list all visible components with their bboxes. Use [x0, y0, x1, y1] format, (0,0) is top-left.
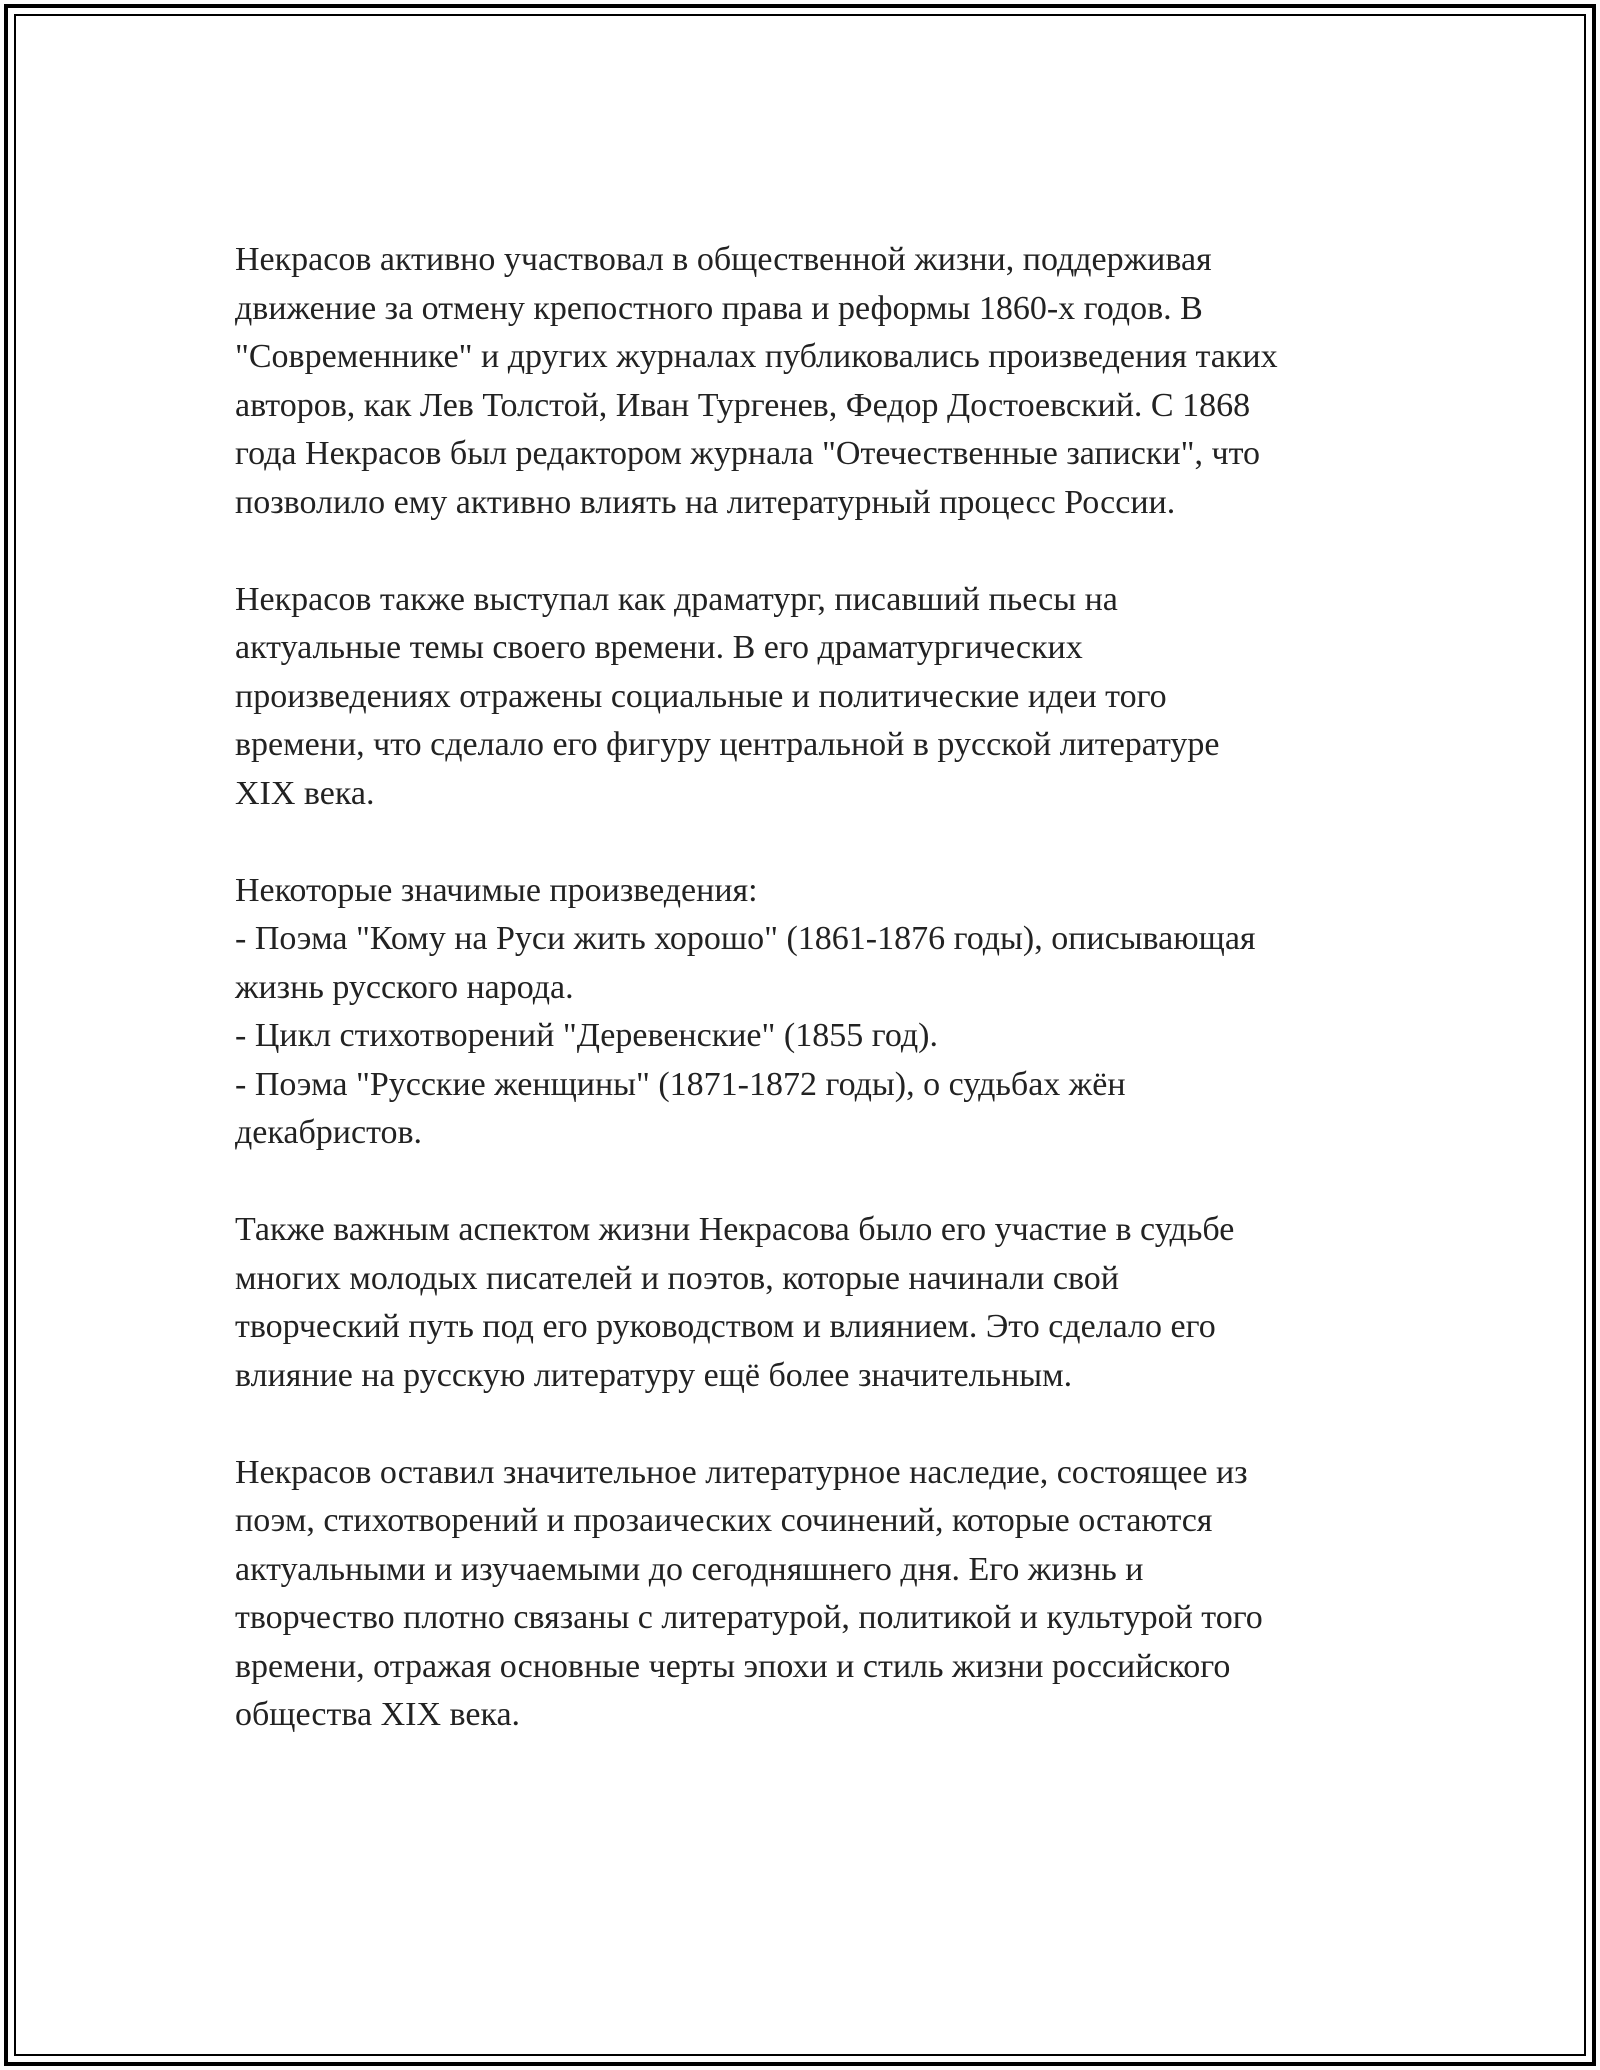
text-line: Некрасов также выступал как драматург, писавший пьесы на [235, 580, 1118, 618]
text-line: Некрасов оставил значительное литературное наследие, состоящее из [235, 1453, 1248, 1491]
text-line: Некрасов активно участвовал в общественной жизни, поддерживая [235, 241, 1212, 278]
text-line: творческий путь под его руководством и влиянием. Это сделало его [235, 1308, 1216, 1345]
text-line: времени, отражая основные черты эпохи и стиль жизни российского [235, 1647, 1231, 1685]
text-line: общества XIX века. [235, 1696, 521, 1733]
text-line: актуальными и изучаемыми до сегодняшнего дня. Его жизнь и [235, 1550, 1144, 1588]
text-line: времени, что сделало его фигуру центральной в русской литературе [235, 726, 1220, 763]
paragraph-legacy [235, 1449, 1395, 1740]
text-line: декабристов. [235, 1114, 423, 1151]
text-line: "Современнике" и других журналах публиковались произведения таких [235, 338, 1278, 375]
text-line: XIX века. [235, 774, 375, 812]
text-line: произведениях отражены социальные и политические идеи того [235, 677, 1167, 715]
text-line: движение за отмену крепостного права и реформы 1860-х годов. В [235, 289, 1203, 327]
text-line: многих молодых писателей и поэтов, которые начинали свой [235, 1259, 1119, 1297]
text-line: Некоторые значимые произведения: [235, 871, 758, 909]
list-item: - Поэма "Кому на Руси жить хорошо" (1861-1876 годы), описывающая [235, 920, 1256, 957]
list-item: - Цикл стихотворений "Деревенские" (1855 год). [235, 1017, 938, 1054]
text-line: влияние на русскую литературу ещё более значительным. [235, 1356, 1073, 1394]
text-line: позволило ему активно влиять на литературный процесс России. [235, 483, 1176, 521]
paragraph-gap [235, 1400, 1395, 1449]
paragraph-dramaturgy [235, 576, 1395, 819]
text-line: авторов, как Лев Толстой, Иван Тургенев, Федор Достоевский. С 1868 [235, 386, 1251, 424]
paragraph-gap [235, 818, 1395, 867]
document-body [235, 236, 1395, 1740]
paragraph-public-life [235, 236, 1395, 527]
paragraph-notable-works [235, 867, 1395, 1158]
paragraph-gap [235, 527, 1395, 576]
text-line: жизнь русского народа. [235, 968, 574, 1006]
list-item: - Поэма "Русские женщины" (1871-1872 годы), о судьбах жён [235, 1065, 1126, 1103]
text-line: творчество плотно связаны с литературой, политикой и культурой того [235, 1599, 1263, 1636]
paragraph-gap [235, 1158, 1395, 1207]
text-line: актуальные темы своего времени. В его драматургических [235, 629, 1083, 666]
text-line: поэм, стихотворений и прозаических сочинений, которые остаются [235, 1502, 1213, 1539]
paragraph-mentorship [235, 1206, 1395, 1400]
text-line: года Некрасов был редактором журнала "Отечественные записки", что [235, 435, 1260, 472]
text-line: Также важным аспектом жизни Некрасова было его участие в судьбе [235, 1211, 1235, 1248]
